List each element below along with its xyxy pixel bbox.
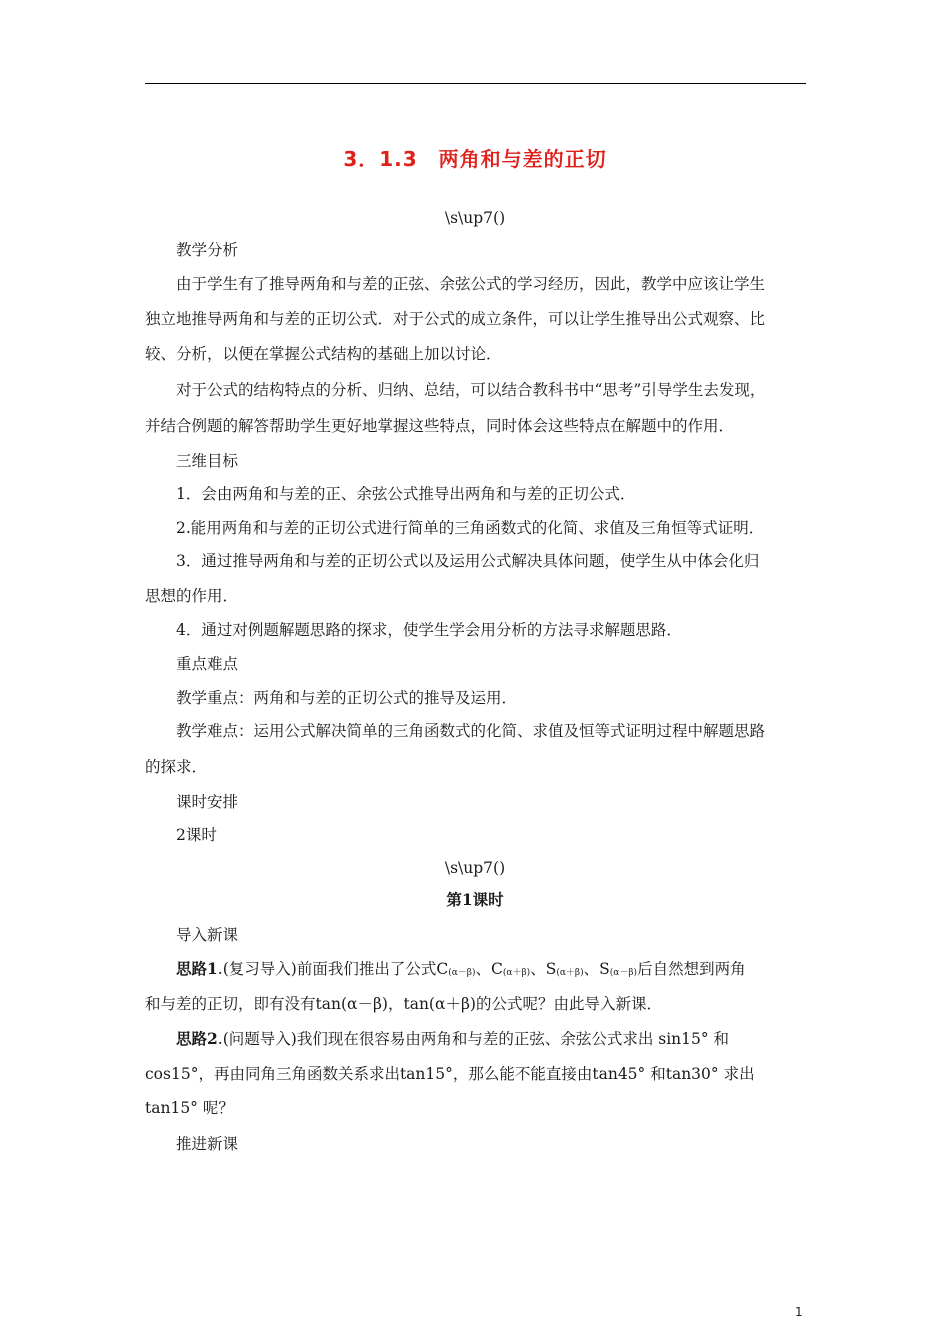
analysis-paragraph-1-line-2: 独立地推导两角和与差的正切公式．对于公式的成立条件，可以让学生推导出公式观察、比 (145, 310, 766, 328)
lesson-heading: 第1课时 (446, 890, 504, 909)
idea-1-line-2: 和与差的正切，即有没有tan(α－β)，tan(α＋β)的公式呢？由此导入新课． (145, 995, 662, 1013)
key-points-heading: 重点难点 (176, 655, 239, 673)
idea-2-text: .(问题导入)我们现在很容易由两角和与差的正弦、余弦公式求出 sin15° 和 (217, 1030, 730, 1048)
idea-1-text-a: .(复习导入)前面我们推出了公式C (217, 960, 449, 978)
idea-1-subscript-2: (α＋β) (502, 968, 531, 978)
idea-1-subscript-1: (α－β) (448, 968, 476, 978)
idea-2-label: 思路2 (176, 1029, 218, 1048)
idea-2-line-3: tan15° 呢？ (145, 1099, 234, 1117)
teaching-difficulty-line-1: 教学难点：运用公式解决简单的三角函数式的化简、求值及恒等式证明过程中解题思路 (176, 722, 766, 740)
advance-heading: 推进新课 (176, 1135, 239, 1153)
intro-heading: 导入新课 (176, 926, 239, 944)
idea-1-line-1 (176, 959, 746, 983)
analysis-paragraph-1-line-1: 由于学生有了推导两角和与差的正弦、余弦公式的学习经历，因此，教学中应该让学生 (176, 275, 766, 293)
schedule-value: 2课时 (176, 826, 217, 844)
goal-3-line-2: 思想的作用． (145, 587, 239, 605)
goals-heading: 三维目标 (176, 452, 239, 470)
idea-2-line-1 (176, 1029, 729, 1049)
idea-1-sep-1: 、C (475, 960, 503, 978)
page-number: 1 (795, 1305, 803, 1319)
field-code-1: \s\up7() (444, 209, 506, 227)
teaching-focus: 教学重点：两角和与差的正切公式的推导及运用． (176, 689, 518, 707)
idea-1-label: 思路1 (176, 959, 218, 978)
goal-1: 1．会由两角和与差的正、余弦公式推导出两角和与差的正切公式． (176, 485, 636, 503)
teaching-analysis-heading: 教学分析 (176, 241, 239, 259)
idea-1-sep-2: 、S (530, 960, 557, 978)
idea-1-sep-3: 、S (583, 960, 610, 978)
goal-4: 4．通过对例题解题思路的探求，使学生学会用分析的方法寻求解题思路． (176, 621, 682, 639)
schedule-heading: 课时安排 (176, 793, 239, 811)
idea-1-subscript-3: (α＋β) (556, 968, 584, 978)
idea-1-subscript-4: (α－β) (609, 968, 638, 978)
field-code-2: \s\up7() (444, 859, 506, 877)
page-title: 3．1.3 两角和与差的正切 (343, 147, 607, 171)
header-rule (145, 83, 806, 84)
goal-2: 2.能用两角和与差的正切公式进行简单的三角函数式的化简、求值及三角恒等式证明． (176, 519, 765, 537)
idea-1-text-b: 后自然想到两角 (637, 960, 746, 978)
teaching-difficulty-line-2: 的探求． (145, 758, 208, 776)
goal-3-line-1: 3．通过推导两角和与差的正切公式以及运用公式解决具体问题，使学生从中体会化归 (176, 552, 760, 570)
analysis-paragraph-2-line-1: 对于公式的结构特点的分析、归纳、总结，可以结合教科书中“思考”引导学生去发现， (176, 381, 766, 399)
analysis-paragraph-2-line-2: 并结合例题的解答帮助学生更好地掌握这些特点，同时体会这些特点在解题中的作用． (145, 417, 735, 435)
analysis-paragraph-1-line-3: 较、分析，以便在掌握公式结构的基础上加以讨论． (145, 345, 502, 363)
idea-2-line-2: cos15°，再由同角三角函数关系求出tan15°，那么能不能直接由tan45° 和tan30° 求出 (145, 1065, 755, 1083)
